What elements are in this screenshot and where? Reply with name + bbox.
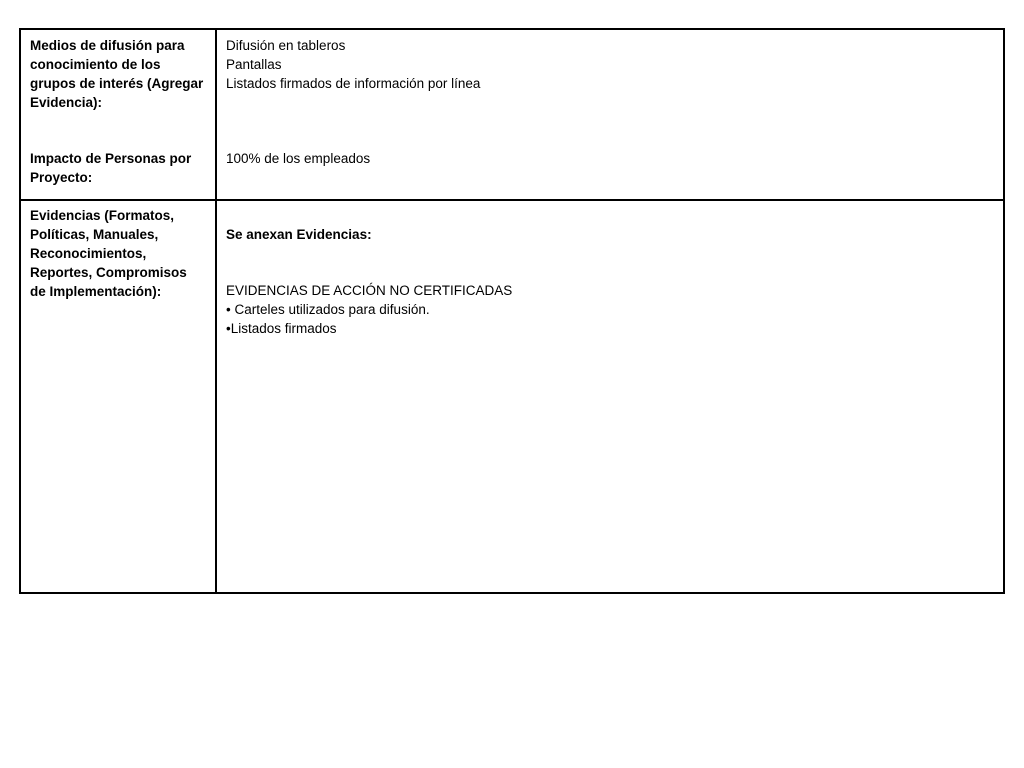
- list-item: •Listados firmados: [226, 321, 337, 336]
- evidence-table: [19, 28, 1005, 594]
- label-line: Reconocimientos,: [30, 246, 147, 261]
- diffusion-means-value: [226, 36, 480, 93]
- heading-line: Se anexan Evidencias:: [226, 227, 372, 242]
- label-line: grupos de interés (Agregar: [30, 76, 204, 91]
- impact-label: [30, 149, 191, 187]
- label-line: Proyecto:: [30, 170, 93, 185]
- impact-value: [226, 149, 370, 168]
- value-line: Difusión en tableros: [226, 38, 346, 53]
- evidence-value: [226, 281, 512, 338]
- value-line: 100% de los empleados: [226, 151, 371, 166]
- label-line: conocimiento de los: [30, 57, 161, 72]
- value-line: Listados firmados de información por línea: [226, 76, 481, 91]
- label-line: Evidencia):: [30, 95, 103, 110]
- label-line: de Implementación):: [30, 284, 162, 299]
- list-item: • Carteles utilizados para difusión.: [226, 302, 430, 317]
- diffusion-means-label: [30, 36, 203, 112]
- evidence-heading: [226, 225, 372, 244]
- label-line: Políticas, Manuales,: [30, 227, 159, 242]
- value-line: EVIDENCIAS DE ACCIÓN NO CERTIFICADAS: [226, 283, 513, 298]
- column-divider: [215, 30, 217, 592]
- label-line: Medios de difusión para: [30, 38, 185, 53]
- evidence-label: [30, 206, 187, 301]
- label-line: Reportes, Compromisos: [30, 265, 187, 280]
- label-line: Impacto de Personas por: [30, 151, 192, 166]
- label-line: Evidencias (Formatos,: [30, 208, 175, 223]
- value-line: Pantallas: [226, 57, 282, 72]
- row-divider: [21, 199, 1003, 201]
